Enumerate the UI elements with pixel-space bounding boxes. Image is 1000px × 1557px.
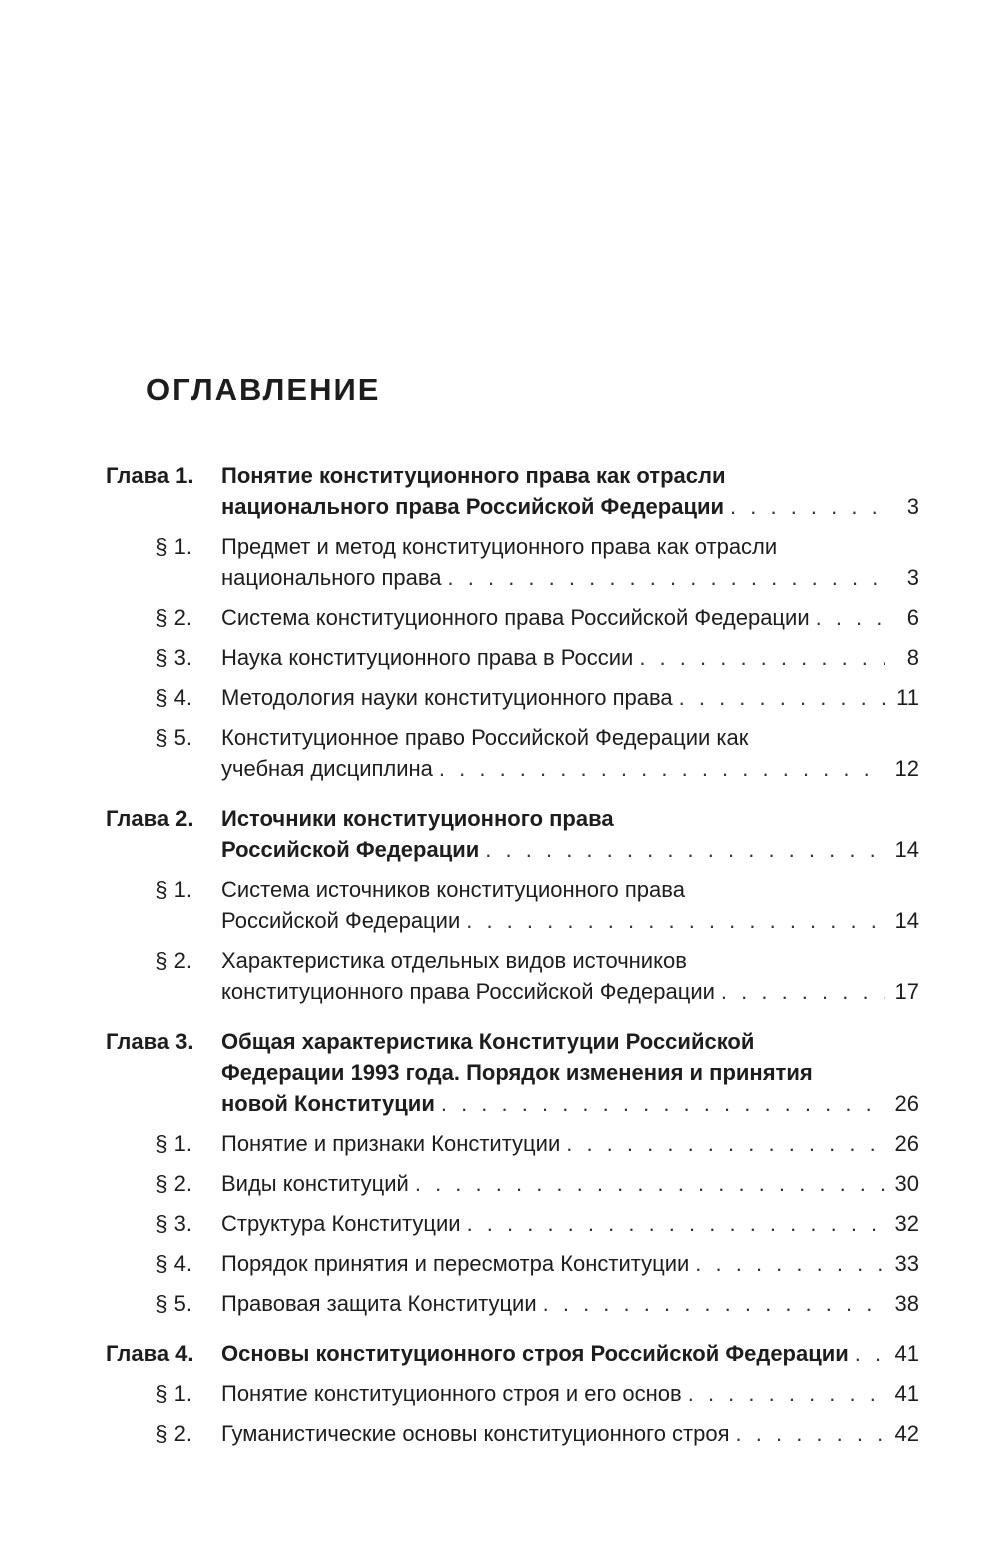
entry-text xyxy=(221,460,919,522)
spacer xyxy=(0,936,1000,945)
entry-title-line: Структура Конституции xyxy=(221,1211,461,1236)
page-number: 3 xyxy=(906,494,919,519)
section-number: § 2. xyxy=(155,605,192,630)
entry-title-last-line xyxy=(221,1248,919,1279)
entry-text xyxy=(221,531,919,593)
entry-title-last-line xyxy=(221,753,919,784)
dot-leader xyxy=(543,1288,885,1319)
page-number: 42 xyxy=(894,1421,919,1446)
entry-title-last-line xyxy=(221,1418,919,1449)
dot-leader xyxy=(736,1418,885,1449)
spacer xyxy=(0,1319,1000,1338)
entry-title-last-line xyxy=(221,976,919,1007)
spacer xyxy=(0,593,1000,602)
spacer xyxy=(0,1239,1000,1248)
entry-title-line: Понятие и признаки Конституции xyxy=(221,1131,561,1156)
entry-title-line: конституционного права Российской Федерации xyxy=(221,979,715,1004)
dot-leader xyxy=(730,491,885,522)
dot-leader xyxy=(415,1168,885,1199)
entry-title-line: национального права Российской Федерации xyxy=(221,494,725,519)
entry-title-line: Понятие конституционного строя и его основ xyxy=(221,1381,682,1406)
entry-title-last-line xyxy=(221,682,919,713)
spacer xyxy=(0,673,1000,682)
dot-leader xyxy=(855,1338,885,1369)
page-number: 26 xyxy=(894,1091,919,1116)
chapter-entry[interactable] xyxy=(0,460,1000,522)
chapter-number: Глава 1. xyxy=(106,463,194,488)
section-number: § 5. xyxy=(155,725,192,750)
dot-leader xyxy=(466,905,885,936)
entry-text xyxy=(221,1378,919,1409)
entry-title-last-line xyxy=(221,642,919,673)
page-number: 26 xyxy=(894,1131,919,1156)
spacer xyxy=(0,1119,1000,1128)
section-number: § 3. xyxy=(155,1211,192,1236)
entry-title-line: Федерации 1993 года. Порядок изменения и принятия xyxy=(221,1060,813,1085)
section-number: § 2. xyxy=(155,1171,192,1196)
page-number: 3 xyxy=(906,565,919,590)
chapter-number: Глава 4. xyxy=(106,1341,194,1366)
spacer xyxy=(0,865,1000,874)
spacer xyxy=(0,1007,1000,1026)
entry-title-line: Основы конституционного строя Российской Федерации xyxy=(221,1341,849,1366)
section-entry[interactable] xyxy=(0,1418,1000,1449)
section-entry[interactable] xyxy=(0,1128,1000,1159)
entry-title-line: Российской Федерации xyxy=(221,908,461,933)
entry-title-last-line xyxy=(221,602,919,633)
section-entry[interactable] xyxy=(0,1208,1000,1239)
chapter-number: Глава 3. xyxy=(106,1029,194,1054)
spacer xyxy=(0,1199,1000,1208)
entry-text xyxy=(221,1128,919,1159)
spacer xyxy=(0,522,1000,531)
spacer xyxy=(0,1279,1000,1288)
spacer xyxy=(0,1159,1000,1168)
section-number: § 1. xyxy=(155,1131,192,1156)
dot-leader xyxy=(467,1208,885,1239)
entry-title-last-line xyxy=(221,834,919,865)
page-number: 6 xyxy=(906,605,919,630)
page-number: 14 xyxy=(894,837,919,862)
entry-title-last-line xyxy=(221,491,919,522)
dot-leader xyxy=(485,834,885,865)
page-number: 41 xyxy=(894,1341,919,1366)
entry-title-line: Источники конституционного права xyxy=(221,806,614,831)
section-number: § 4. xyxy=(155,685,192,710)
entry-title-last-line xyxy=(221,1168,919,1199)
entry-text xyxy=(221,803,919,865)
entry-text xyxy=(221,1208,919,1239)
section-number: § 1. xyxy=(155,534,192,559)
section-number: § 2. xyxy=(155,1421,192,1446)
entry-text xyxy=(221,1418,919,1449)
entry-title-last-line xyxy=(221,1088,919,1119)
entry-title-line: Порядок принятия и пересмотра Конституции xyxy=(221,1251,690,1276)
dot-leader xyxy=(816,602,885,633)
section-number: § 5. xyxy=(155,1291,192,1316)
section-number: § 3. xyxy=(155,645,192,670)
entry-title-line: Предмет и метод конституционного права как отрасли xyxy=(221,534,778,559)
page-number: 38 xyxy=(894,1291,919,1316)
entry-text xyxy=(221,874,919,936)
entry-title-line: Понятие конституционного права как отрасли xyxy=(221,463,726,488)
table-of-contents xyxy=(0,460,1000,1449)
spacer xyxy=(0,633,1000,642)
section-entry[interactable] xyxy=(0,1168,1000,1199)
section-entry[interactable] xyxy=(0,642,1000,673)
page-number: 8 xyxy=(906,645,919,670)
section-number: § 1. xyxy=(155,877,192,902)
spacer xyxy=(0,713,1000,722)
entry-title-last-line xyxy=(221,905,919,936)
dot-leader xyxy=(439,753,885,784)
entry-title-last-line xyxy=(221,562,919,593)
section-entry[interactable] xyxy=(0,682,1000,713)
section-entry[interactable] xyxy=(0,1378,1000,1409)
dot-leader xyxy=(688,1378,885,1409)
dot-leader xyxy=(441,1088,885,1119)
entry-title-line: национального права xyxy=(221,565,442,590)
entry-title-line: Конституционное право Российской Федерации как xyxy=(221,725,749,750)
entry-text xyxy=(221,1288,919,1319)
entry-text xyxy=(221,1026,919,1119)
entry-title-line: Гуманистические основы конституционного строя xyxy=(221,1421,730,1446)
entry-text xyxy=(221,642,919,673)
chapter-entry[interactable] xyxy=(0,803,1000,865)
section-entry[interactable] xyxy=(0,531,1000,593)
entry-title-last-line xyxy=(221,1128,919,1159)
entry-title-line: Наука конституционного права в России xyxy=(221,645,634,670)
dot-leader xyxy=(566,1128,885,1159)
entry-title-line: учебная дисциплина xyxy=(221,756,433,781)
spacer xyxy=(0,1409,1000,1418)
entry-title-line: Общая характеристика Конституции Российской xyxy=(221,1029,755,1054)
entry-text xyxy=(221,1168,919,1199)
entry-title-line: Виды конституций xyxy=(221,1171,409,1196)
page-number: 32 xyxy=(894,1211,919,1236)
entry-title-last-line xyxy=(221,1338,919,1369)
entry-title-last-line xyxy=(221,1378,919,1409)
entry-title-line: Система источников конституционного права xyxy=(221,877,685,902)
section-entry[interactable] xyxy=(0,722,1000,784)
spacer xyxy=(0,1369,1000,1378)
chapter-number: Глава 2. xyxy=(106,806,194,831)
page-number: 11 xyxy=(896,685,919,710)
page-number: 30 xyxy=(894,1171,919,1196)
chapter-entry[interactable] xyxy=(0,1026,1000,1119)
entry-title-line: Российской Федерации xyxy=(221,837,480,862)
dot-leader xyxy=(639,642,885,673)
entry-title-last-line xyxy=(221,1288,919,1319)
section-entry[interactable] xyxy=(0,1248,1000,1279)
entry-title-last-line xyxy=(221,1208,919,1239)
entry-title-line: Система конституционного права Российской Федерации xyxy=(221,605,810,630)
entry-title-line: Правовая защита Конституции xyxy=(221,1291,537,1316)
entry-title-line: Характеристика отдельных видов источников xyxy=(221,948,687,973)
page-title: ОГЛАВЛЕНИЕ xyxy=(146,372,381,407)
section-entry[interactable] xyxy=(0,1288,1000,1319)
section-entry[interactable] xyxy=(0,874,1000,936)
section-entry[interactable] xyxy=(0,602,1000,633)
page-number: 41 xyxy=(894,1381,919,1406)
entry-text xyxy=(221,1248,919,1279)
section-number: § 4. xyxy=(155,1251,192,1276)
entry-text xyxy=(221,682,919,713)
entry-title-line: новой Конституции xyxy=(221,1091,435,1116)
page-number: 14 xyxy=(894,908,919,933)
page-number: 33 xyxy=(894,1251,919,1276)
entry-text xyxy=(221,722,919,784)
dot-leader xyxy=(695,1248,885,1279)
dot-leader xyxy=(721,976,885,1007)
spacer xyxy=(0,784,1000,803)
page-number: 12 xyxy=(894,756,919,781)
dot-leader xyxy=(679,682,885,713)
section-number: § 2. xyxy=(155,948,192,973)
dot-leader xyxy=(448,562,885,593)
section-entry[interactable] xyxy=(0,945,1000,1007)
section-number: § 1. xyxy=(155,1381,192,1406)
entry-text xyxy=(221,602,919,633)
entry-title-line: Методология науки конституционного права xyxy=(221,685,673,710)
chapter-entry[interactable] xyxy=(0,1338,1000,1369)
entry-text xyxy=(221,945,919,1007)
page-number: 17 xyxy=(894,979,919,1004)
entry-text xyxy=(221,1338,919,1369)
